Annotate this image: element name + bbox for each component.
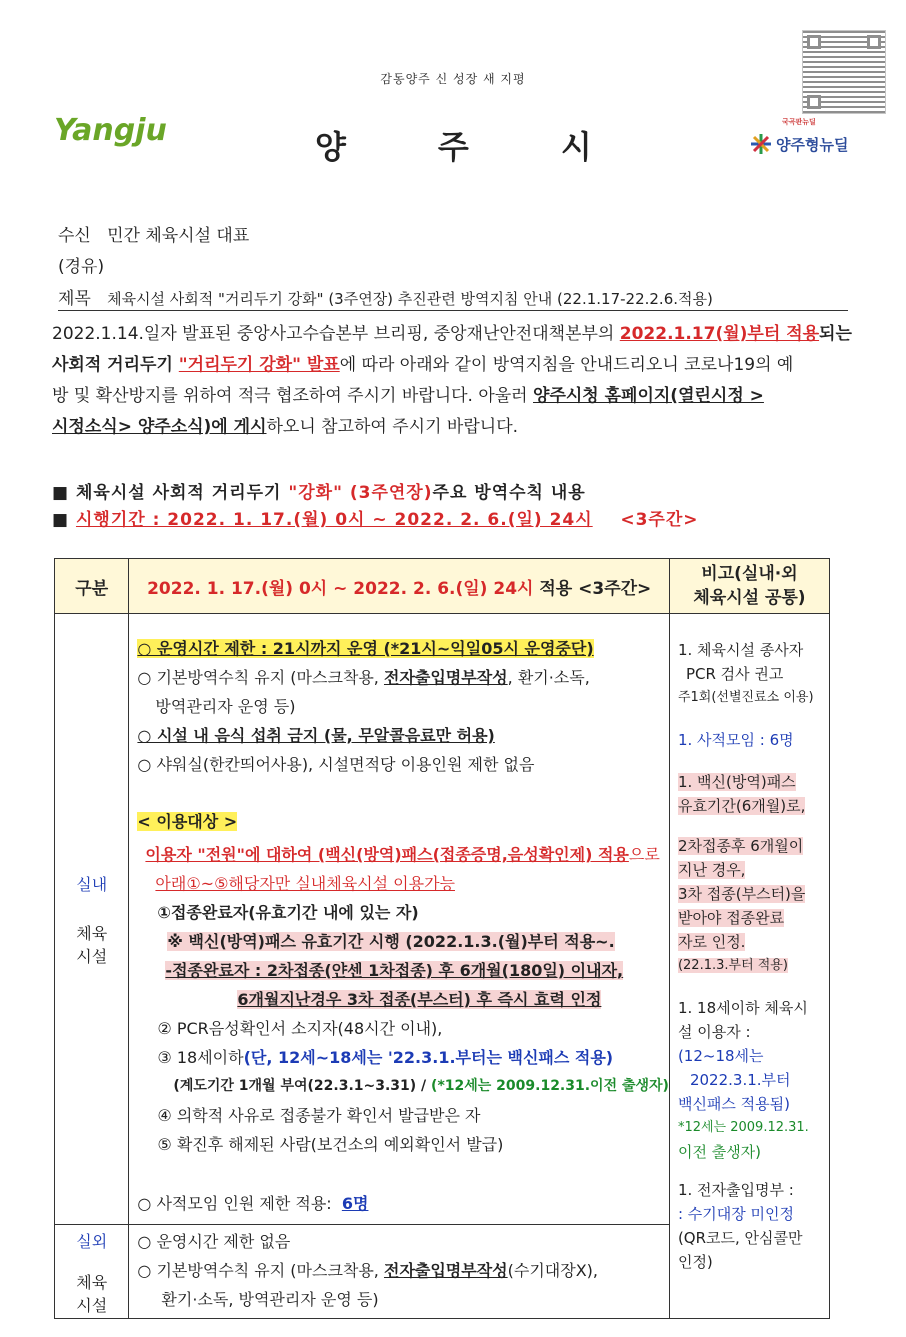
remark-youth: 백신패스 적용됨) xyxy=(677,1095,791,1113)
recipient-label: 수신 xyxy=(58,226,91,246)
table-header-row xyxy=(55,559,830,614)
subject-label: 제목 xyxy=(58,289,91,309)
section-title-text: 주요 방역수칙 내용 xyxy=(432,483,586,503)
period-title xyxy=(52,505,699,530)
section-title-red: "강화" (3주연장) xyxy=(288,483,433,503)
indoor-food: ○ 시설 내 음식 섭취 금지 (물, 무알콜음료만 허용) xyxy=(137,726,495,745)
header-remarks-a: 비고(실내·외 xyxy=(701,564,798,584)
city-name: 양주시 xyxy=(315,128,684,166)
remark-youth: *12세는 2009.12.31. xyxy=(677,1120,809,1135)
outdoor-basic-cont: 환기·소독, 방역관리자 운영 등) xyxy=(161,1290,379,1309)
outdoor-basic: ○ 기본방역수칙 유지 (마스크착용, xyxy=(137,1261,384,1280)
intro-text: 하오니 참고하여 주시기 바랍니다. xyxy=(266,417,519,437)
star-logo-icon xyxy=(750,133,772,155)
remark: 1. 체육시설 종사자 xyxy=(677,641,804,659)
intro-date: 2022.1.17(월)부터 적용 xyxy=(619,324,820,344)
header-period-date: 2022. 1. 17.(월) 0시 ~ 2022. 2. 6.(일) 24시 xyxy=(147,578,534,599)
target-all-users-rest: 으로 xyxy=(628,845,660,864)
remark-pass: 2차접종후 6개월이 xyxy=(677,837,804,855)
remark-entry: (QR코드, 안심콜만 xyxy=(677,1229,803,1247)
yangju-logo: Yangju xyxy=(54,113,167,148)
indoor-content xyxy=(129,614,670,1225)
indoor-shower: ○ 샤워실(한칸띄어사용), 시설면적당 이용인원 제한 없음 xyxy=(137,755,535,774)
indoor-hours: ○ 운영시간 제한 : 21시까지 운영 (*21시~익일05시 운영중단) xyxy=(137,639,594,658)
remark-youth: 설 이용자 : xyxy=(677,1023,751,1041)
intro-paragraph xyxy=(52,319,852,443)
outdoor-label-c: 시설 xyxy=(76,1296,108,1315)
header-remarks xyxy=(669,559,829,614)
remark: 주1회(선별진료소 이용) xyxy=(677,690,814,705)
slogan: 감동양주 신 성장 새 지평 xyxy=(380,72,526,86)
remark-entry: 1. 전자출입명부 : xyxy=(677,1181,794,1199)
subject: 체육시설 사회적 "거리두기 강화" (3주연장) 추진관련 방역지침 안내 (22.1.17-22.2.6.적용) xyxy=(107,290,713,308)
indoor-label-c: 시설 xyxy=(76,946,108,966)
remark-youth: 1. 18세이하 체육시 xyxy=(677,999,808,1017)
remark-pass: 1. 백신(방역)패스 xyxy=(677,773,796,791)
outdoor-label-a: 실외 xyxy=(76,1232,108,1251)
period-text: 시행기간 : 2022. 1. 17.(월) 0시 ~ 2022. 2. 6.(일) 24시 xyxy=(75,510,593,530)
indoor-basic: ○ 기본방역수칙 유지 (마스크착용, xyxy=(137,668,384,687)
target-3-note: (단, 12세~18세는 '22.3.1.부터는 백신패스 적용) xyxy=(243,1048,614,1067)
remark-youth: (12~18세는 xyxy=(677,1047,764,1065)
qr-code-icon xyxy=(802,30,886,114)
subject-line xyxy=(58,284,713,309)
via-line: (경유) xyxy=(58,257,105,277)
target-2: ② PCR음성확인서 소지자(48시간 이내), xyxy=(157,1019,443,1038)
outdoor-hours: ○ 운영시간 제한 없음 xyxy=(137,1232,291,1251)
remark-pass: (22.1.3.부터 적용) xyxy=(677,958,788,973)
target-note-3: 6개월지난경우 3차 접종(부스터) 후 즉시 효력 인정 xyxy=(237,990,602,1009)
target-heading: < 이용대상 > xyxy=(137,812,238,831)
intro-text-bold: 되는 xyxy=(819,324,852,344)
private-gathering-limit: 6명 xyxy=(341,1194,369,1213)
homepage-link[interactable]: 양주시청 홈페이지(열린시정 > xyxy=(533,386,764,406)
outdoor-basic: (수기대장X), xyxy=(507,1261,598,1280)
target-3-birth: (*12세는 2009.12.31.이전 출생자) xyxy=(431,1078,669,1094)
intro-announcement: "거리두기 강화" 발표 xyxy=(178,355,340,375)
period-bullet: ■ xyxy=(52,510,76,530)
remark-entry: : 수기대장 미인정 xyxy=(677,1205,794,1223)
header-period xyxy=(129,559,670,614)
intro-text: 에 따라 아래와 같이 방역지침을 안내드리오니 코로나19의 예 xyxy=(339,355,794,375)
target-eligible: 아래①~⑤해당자만 실내체육시설 이용가능 xyxy=(155,874,455,893)
target-5: ⑤ 확진후 해제된 사람(보건소의 예외확인서 발급) xyxy=(157,1135,504,1154)
remark-youth: 2022.3.1.부터 xyxy=(689,1071,791,1089)
indoor-label-b: 체육 xyxy=(76,923,108,943)
indoor-row xyxy=(55,614,830,1225)
section-title xyxy=(52,478,586,503)
homepage-link[interactable]: 시정소식> 양주소식)에 게시 xyxy=(52,417,267,437)
outdoor-content xyxy=(129,1225,670,1319)
target-note-2: -접종완료자 : 2차접종(얀센 1차접종) 후 6개월(180일) 이내자, xyxy=(165,961,624,980)
remark-pass: 자로 인정. xyxy=(677,933,746,951)
remark-pass: 받아야 접종완료 xyxy=(677,909,785,927)
remark-youth: 이전 출생자) xyxy=(677,1143,762,1161)
new-deal-logo-text: 양주형뉴딜 xyxy=(776,136,849,154)
private-gathering: ○ 사적모임 인원 제한 적용: xyxy=(137,1194,337,1213)
indoor-basic: , 환기·소독, xyxy=(507,668,590,687)
remark-pass: 유효기간(6개월)로, xyxy=(677,797,806,815)
remark-pass: 지난 경우, xyxy=(677,861,746,879)
new-deal-logo xyxy=(750,118,849,155)
new-deal-logo-small: 국곡판뉴딜 xyxy=(782,118,816,126)
outdoor-basic-bold: 전자출입명부작성 xyxy=(383,1261,508,1280)
target-4: ④ 의학적 사유로 접종불가 확인서 발급받은 자 xyxy=(157,1106,481,1125)
guidelines-table xyxy=(54,558,830,1319)
intro-text: 방 및 확산방지를 위하여 적극 협조하여 주시기 바랍니다. 아울러 xyxy=(52,386,534,406)
target-3-guidance: (계도기간 1개월 부여(22.3.1~3.31) / xyxy=(173,1078,432,1094)
header-category: 구분 xyxy=(55,559,129,614)
indoor-basic-cont: 방역관리자 운영 등) xyxy=(155,697,296,716)
recipient: 민간 체육시설 대표 xyxy=(107,226,250,246)
indoor-label-a: 실내 xyxy=(76,874,108,894)
target-note: ※ 백신(방역)패스 유효기간 시행 (2022.1.3.(월)부터 적용~. xyxy=(167,932,615,951)
indoor-basic-bold: 전자출입명부작성 xyxy=(383,668,508,687)
recipient-line xyxy=(58,221,249,246)
intro-text: 2022.1.14.일자 발표된 중앙사고수습본부 브리핑, 중앙재난안전대책본부의 xyxy=(52,324,620,344)
remark-entry: 인정) xyxy=(677,1253,713,1271)
divider xyxy=(58,310,848,311)
outdoor-label xyxy=(55,1225,129,1319)
outdoor-label-b: 체육 xyxy=(76,1273,108,1292)
remark-pass: 3차 접종(부스터)을 xyxy=(677,885,806,903)
indoor-label xyxy=(55,614,129,1225)
target-all-users: 이용자 "전원"에 대하여 (백신(방역)패스(접종증명,음성확인제) 적용 xyxy=(145,845,629,864)
remarks-content xyxy=(669,614,829,1319)
target-1: ①접종완료자(유효기간 내에 있는 자) xyxy=(157,903,419,922)
period-tag: <3주간> xyxy=(620,510,699,530)
intro-text-bold: 사회적 거리두기 xyxy=(52,355,179,375)
remark: PCR 검사 권고 xyxy=(685,665,784,683)
header-period-rest: 적용 <3주간> xyxy=(533,578,652,599)
section-title-text: ■ 체육시설 사회적 거리두기 xyxy=(52,483,289,503)
header-remarks-b: 체육시설 공통) xyxy=(693,588,806,608)
target-3: ③ 18세이하 xyxy=(157,1048,244,1067)
remark-gathering: 1. 사적모임 : 6명 xyxy=(677,731,794,749)
